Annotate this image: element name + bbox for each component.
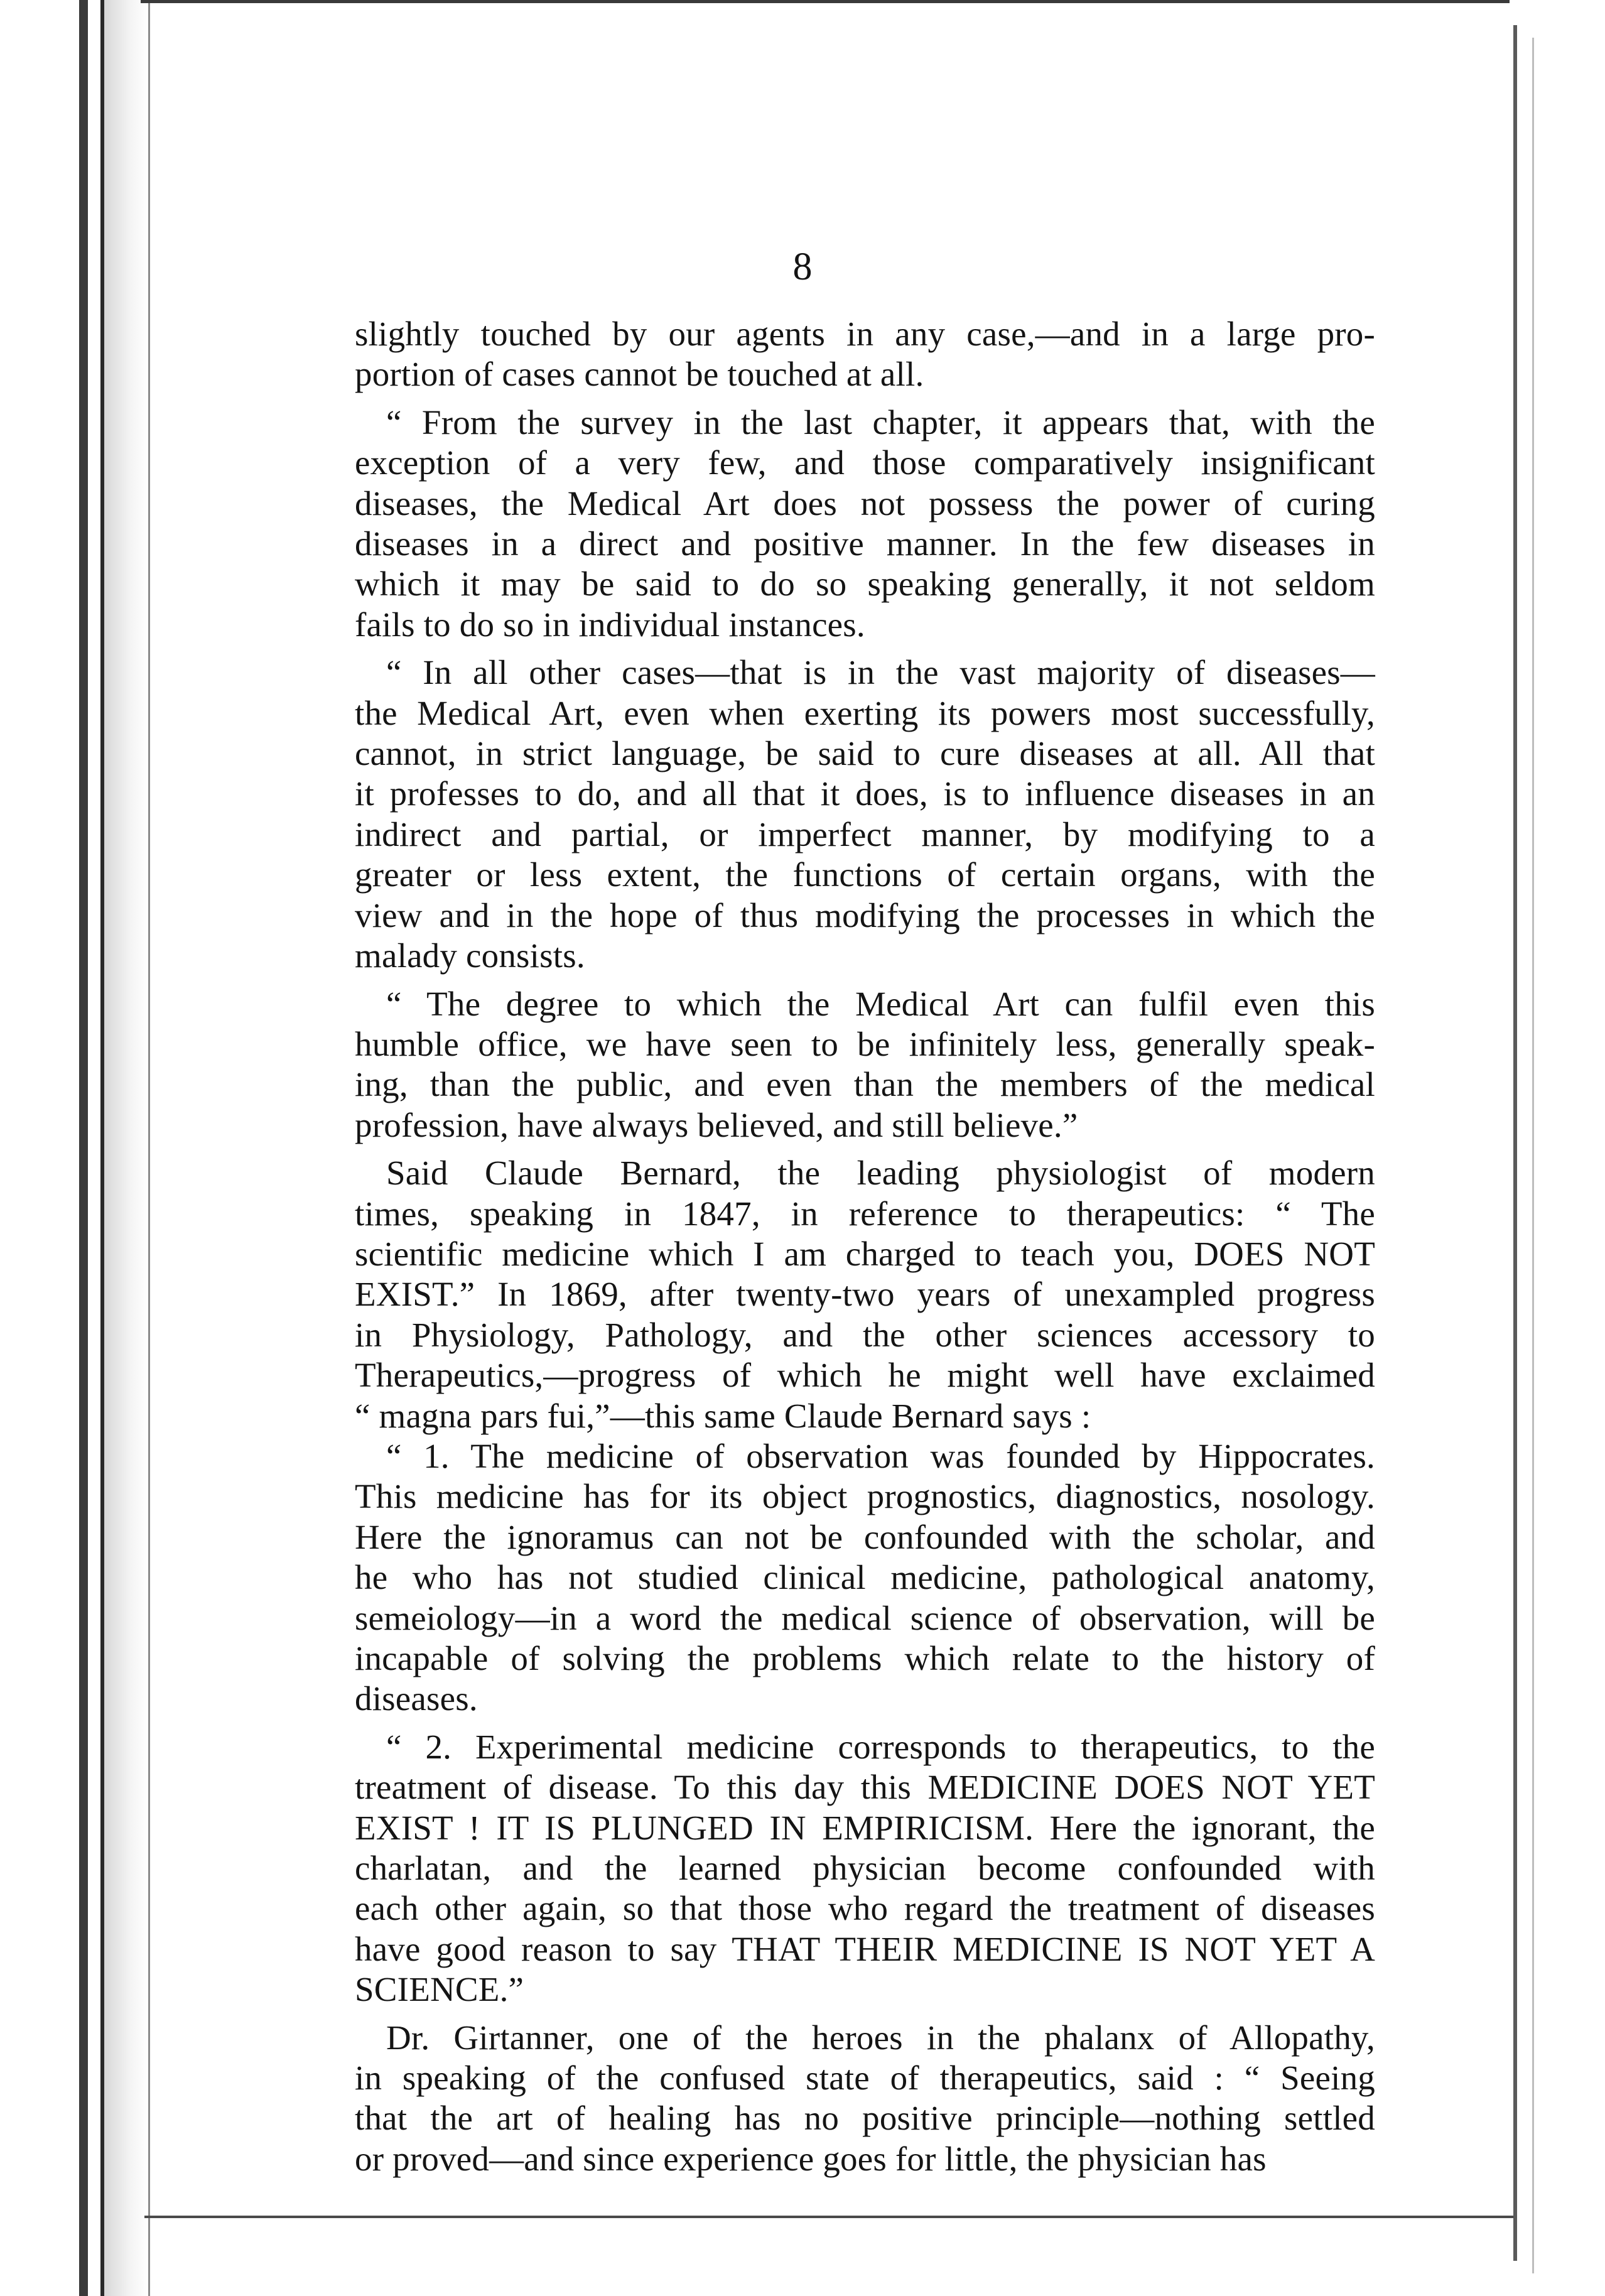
book-binding — [100, 0, 150, 2296]
text-line: exception of a very few, and those comparatively insignificant — [355, 443, 1375, 482]
text-line: EXIST.” In 1869, after twenty-two years of unexampled progress — [355, 1275, 1375, 1314]
text-line: fails to do so in individual instances. — [355, 605, 865, 644]
page-number: 8 — [792, 246, 813, 288]
text-line: profession, have always believed, and still believe.” — [355, 1105, 1078, 1144]
body-text — [355, 314, 1375, 2179]
text-line: Said Claude Bernard, the leading physiologist of modern — [386, 1154, 1375, 1193]
page-edge-right — [1513, 25, 1517, 2261]
text-line: EXIST ! IT IS PLUNGED IN EMPIRICISM. Here the ignorant, the — [355, 1808, 1375, 1847]
text-line: Here the ignoramus can not be confounded with the scholar, and — [355, 1517, 1375, 1556]
text-line: or proved—and since experience goes for little, the physician has — [355, 2139, 1267, 2178]
text-line: diseases. — [355, 1679, 478, 1718]
text-line: slightly touched by our agents in any case,—and in a large pro- — [355, 315, 1375, 353]
paragraph-gap — [355, 977, 1375, 984]
text-line: diseases, the Medical Art does not possess the power of curing — [355, 484, 1375, 523]
text-line: Dr. Girtanner, one of the heroes in the phalanx of Allopathy, — [386, 2018, 1375, 2057]
text-line: diseases in a direct and positive manner. In the few diseases in — [355, 524, 1375, 563]
paragraph-gap — [355, 395, 1375, 403]
text-line: Therapeutics,—progress of which he might well have exclaimed — [355, 1356, 1375, 1395]
text-line: in Physiology, Pathology, and the other sciences accessory to — [355, 1315, 1375, 1354]
text-line: each other again, so that those who regard the treatment of diseases — [355, 1889, 1375, 1928]
text-line: have good reason to say THAT THEIR MEDICINE IS NOT YET A — [355, 1929, 1375, 1968]
text-line: ing, than the public, and even than the members of the medical — [355, 1065, 1375, 1104]
text-line: which it may be said to do so speaking generally, it not seldom — [355, 565, 1375, 604]
text-line: humble office, we have seen to be infinitely less, generally speak- — [355, 1024, 1375, 1063]
text-line: indirect and partial, or imperfect manner, by modifying to a — [355, 815, 1375, 853]
text-line: view and in the hope of thus modifying the processes in which the — [355, 896, 1375, 934]
text-line: SCIENCE.” — [355, 1970, 524, 2009]
text-line: he who has not studied clinical medicine, pathological anatomy, — [355, 1558, 1375, 1597]
text-line: “ The degree to which the Medical Art can fulfil even this — [386, 984, 1375, 1023]
text-line: that the art of healing has no positive principle—nothing settled — [355, 2099, 1375, 2138]
text-line: malady consists. — [355, 936, 585, 975]
text-line: incapable of solving the problems which relate to the history of — [355, 1639, 1375, 1677]
text-line: scientific medicine which I am charged to teach you, DOES NOT — [355, 1234, 1375, 1273]
page-edge-top — [141, 0, 1510, 12]
text-line: “ From the survey in the last chapter, it appears that, with the — [386, 403, 1375, 441]
text-line: greater or less extent, the functions of certain organs, with the — [355, 855, 1375, 894]
text-line: the Medical Art, even when exerting its powers most successfully, — [355, 693, 1375, 732]
text-line: “ 2. Experimental medicine corresponds to therapeutics, to the — [386, 1727, 1375, 1766]
text-line: “ magna pars fui,”—this same Claude Bernard says : — [355, 1396, 1091, 1435]
paragraph-gap — [355, 1145, 1375, 1153]
text-line: cannot, in strict language, be said to cure diseases at all. All that — [355, 734, 1375, 773]
text-line: This medicine has for its object prognostics, diagnostics, nosology. — [355, 1477, 1375, 1516]
text-line: semeiology—in a word the medical science of observation, will be — [355, 1598, 1375, 1637]
text-line: charlatan, and the learned physician become confounded with — [355, 1849, 1375, 1888]
text-line: treatment of disease. To this day this MEDICINE DOES NOT YET — [355, 1768, 1375, 1807]
text-line: times, speaking in 1847, in reference to therapeutics: “ The — [355, 1194, 1375, 1233]
text-line: it professes to do, and all that it does, is to influence diseases in an — [355, 774, 1375, 813]
paragraph-gap — [355, 1719, 1375, 1727]
paragraph-gap — [355, 2010, 1375, 2018]
text-line: “ 1. The medicine of observation was founded by Hippocrates. — [386, 1436, 1375, 1475]
paragraph-gap — [355, 645, 1375, 653]
text-line: “ In all other cases—that is in the vast majority of diseases— — [386, 653, 1375, 692]
text-line: portion of cases cannot be touched at all. — [355, 355, 924, 394]
text-line: in speaking of the confused state of therapeutics, said : “ Seeing — [355, 2059, 1375, 2098]
page-edge-right-outer — [1532, 38, 1534, 2273]
page-edge-bottom — [144, 2216, 1513, 2218]
